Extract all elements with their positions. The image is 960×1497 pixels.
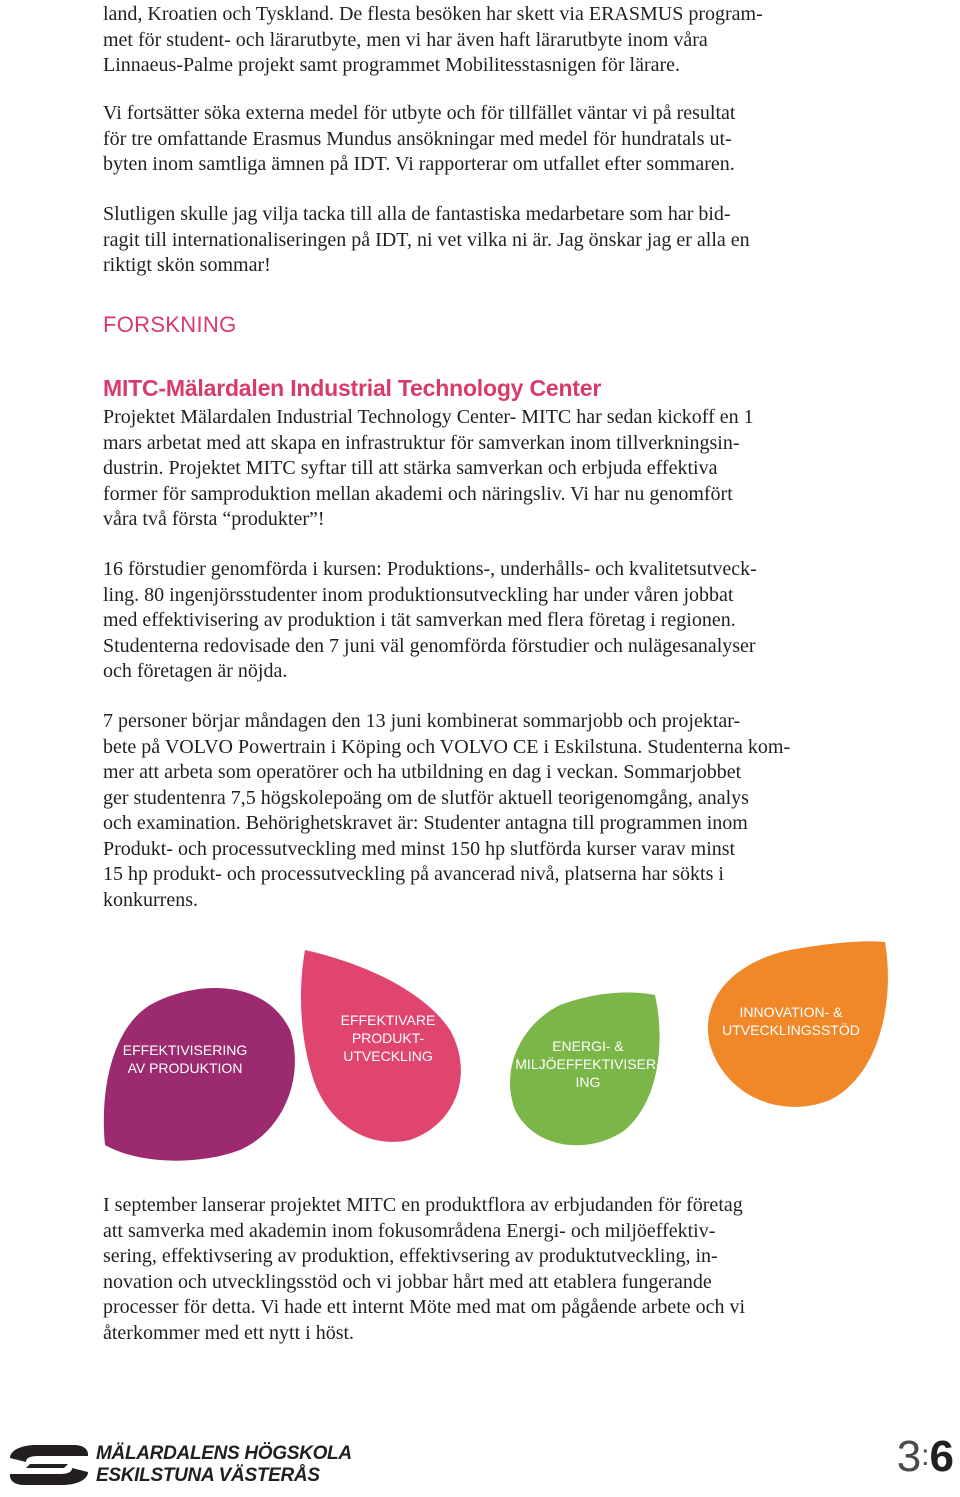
university-name: MÄLARDALENS HÖGSKOLA ESKILSTUNA VÄSTERÅS [96, 1443, 352, 1486]
intro-paragraph: land, Kroatien och Tyskland. De flesta besöken har skett via ERASMUS program- met för student- och lärarutbyte, men vi har även haft lärarutbyte inom våra Linnaeus-Palme projekt samt programmet Mobilitesstasnigen för lärare. [103, 3, 763, 76]
focus-label-production: EFFEKTIVISERING AV PRODUKTION [122, 1042, 248, 1076]
focus-label-innovation: INNOVATION- & UTVECKLINGSSTÖD [722, 1004, 860, 1038]
focus-label-product-dev: EFFEKTIVARE PRODUKT- UTVECKLING [340, 1012, 436, 1064]
page-number-chapter: 3 [896, 1432, 922, 1481]
page-number-page: 6 [929, 1432, 954, 1481]
mitc-intro-paragraph: Projektet Mälardalen Industrial Technology Center- MITC har sedan kickoff en 1 mars arbetat med att skapa en infrastruktur för samverkan inom tillverkningsin- dustrin. Projektet MITC syftar till att stärka samverkan och erbjuda effektiva former för samproduktion mellan akademi och näringsliv. Vi har nu genomfört våra två första “produkter”! [103, 406, 754, 530]
summer-job-paragraph: 7 personer börjar måndagen den 13 juni kombinerat sommarjobb och projektar- bete på VOLVO Powertrain i Köping och VOLVO CE i Eskilstuna. Studenterna kom- mer att arbeta som operatörer och ha utbildning en dag i veckan. Sommarjobbet ger studentenra 7,5 högskolepoäng om de slutför aktuell teorigenomgång, analys och examination. Behörighetskravet är: Studenter antagna till programmen inom Produkt- och processutveckling med minst 150 hp slutförda kurser varav minst 15 hp produkt- och processutveckling på avancerad nivå, platserna har sökts i konkurrens. [103, 710, 791, 911]
page-number-separator: : [921, 1439, 930, 1472]
thanks-paragraph: Slutligen skulle jag vilja tacka till alla de fantastiska medarbetare som har bid- ragit till internationaliseringen på IDT, ni vet vilka ni är. Jag önskar jag er alla en riktigt skön sommar! [103, 203, 750, 276]
focus-label-energy: ENERGI- & MILJÖEFFEKTIVISER- ING [515, 1038, 661, 1090]
university-logo-icon [8, 1440, 90, 1490]
prestudies-paragraph: 16 förstudier genomförda i kursen: Produktions-, underhålls- och kvalitetsutveck- ling. 80 ingenjörsstudenter inom produktionsutveckling har under våren jobbat med effektivisering av produktion i tät samverkan med flera företag i regionen. Studenterna redovisade den 7 juni väl genomförda förstudier och nulägesanalyser och företagen är nöjda. [103, 558, 757, 682]
funding-paragraph: Vi fortsätter söka externa medel för utbyte och för tillfället väntar vi på resultat för tre omfattande Erasmus Mundus ansökningar med medel för hundratals ut- byten inom samtliga ämnen på IDT. Vi rapporterar om utfallet efter sommaren. [103, 102, 736, 175]
page-number [897, 1432, 954, 1482]
september-paragraph: I september lanserar projektet MITC en produktflora av erbjudanden för företag att samverka med akademin inom fokusområdena Energi- och miljöeffektiv- sering, effektivsering av produktion, effektivsering av produktutveckling, in- novation och utvecklingsstöd och vi jobbar hårt med att etablera fungerande processer för detta. Vi hade ett internt Möte med mat om pågående arbete och vi återkommer med ett nytt i höst. [103, 1194, 746, 1344]
section-heading: FORSKNING [103, 312, 237, 337]
subsection-heading: MITC-Mälardalen Industrial Technology Center [103, 375, 602, 401]
